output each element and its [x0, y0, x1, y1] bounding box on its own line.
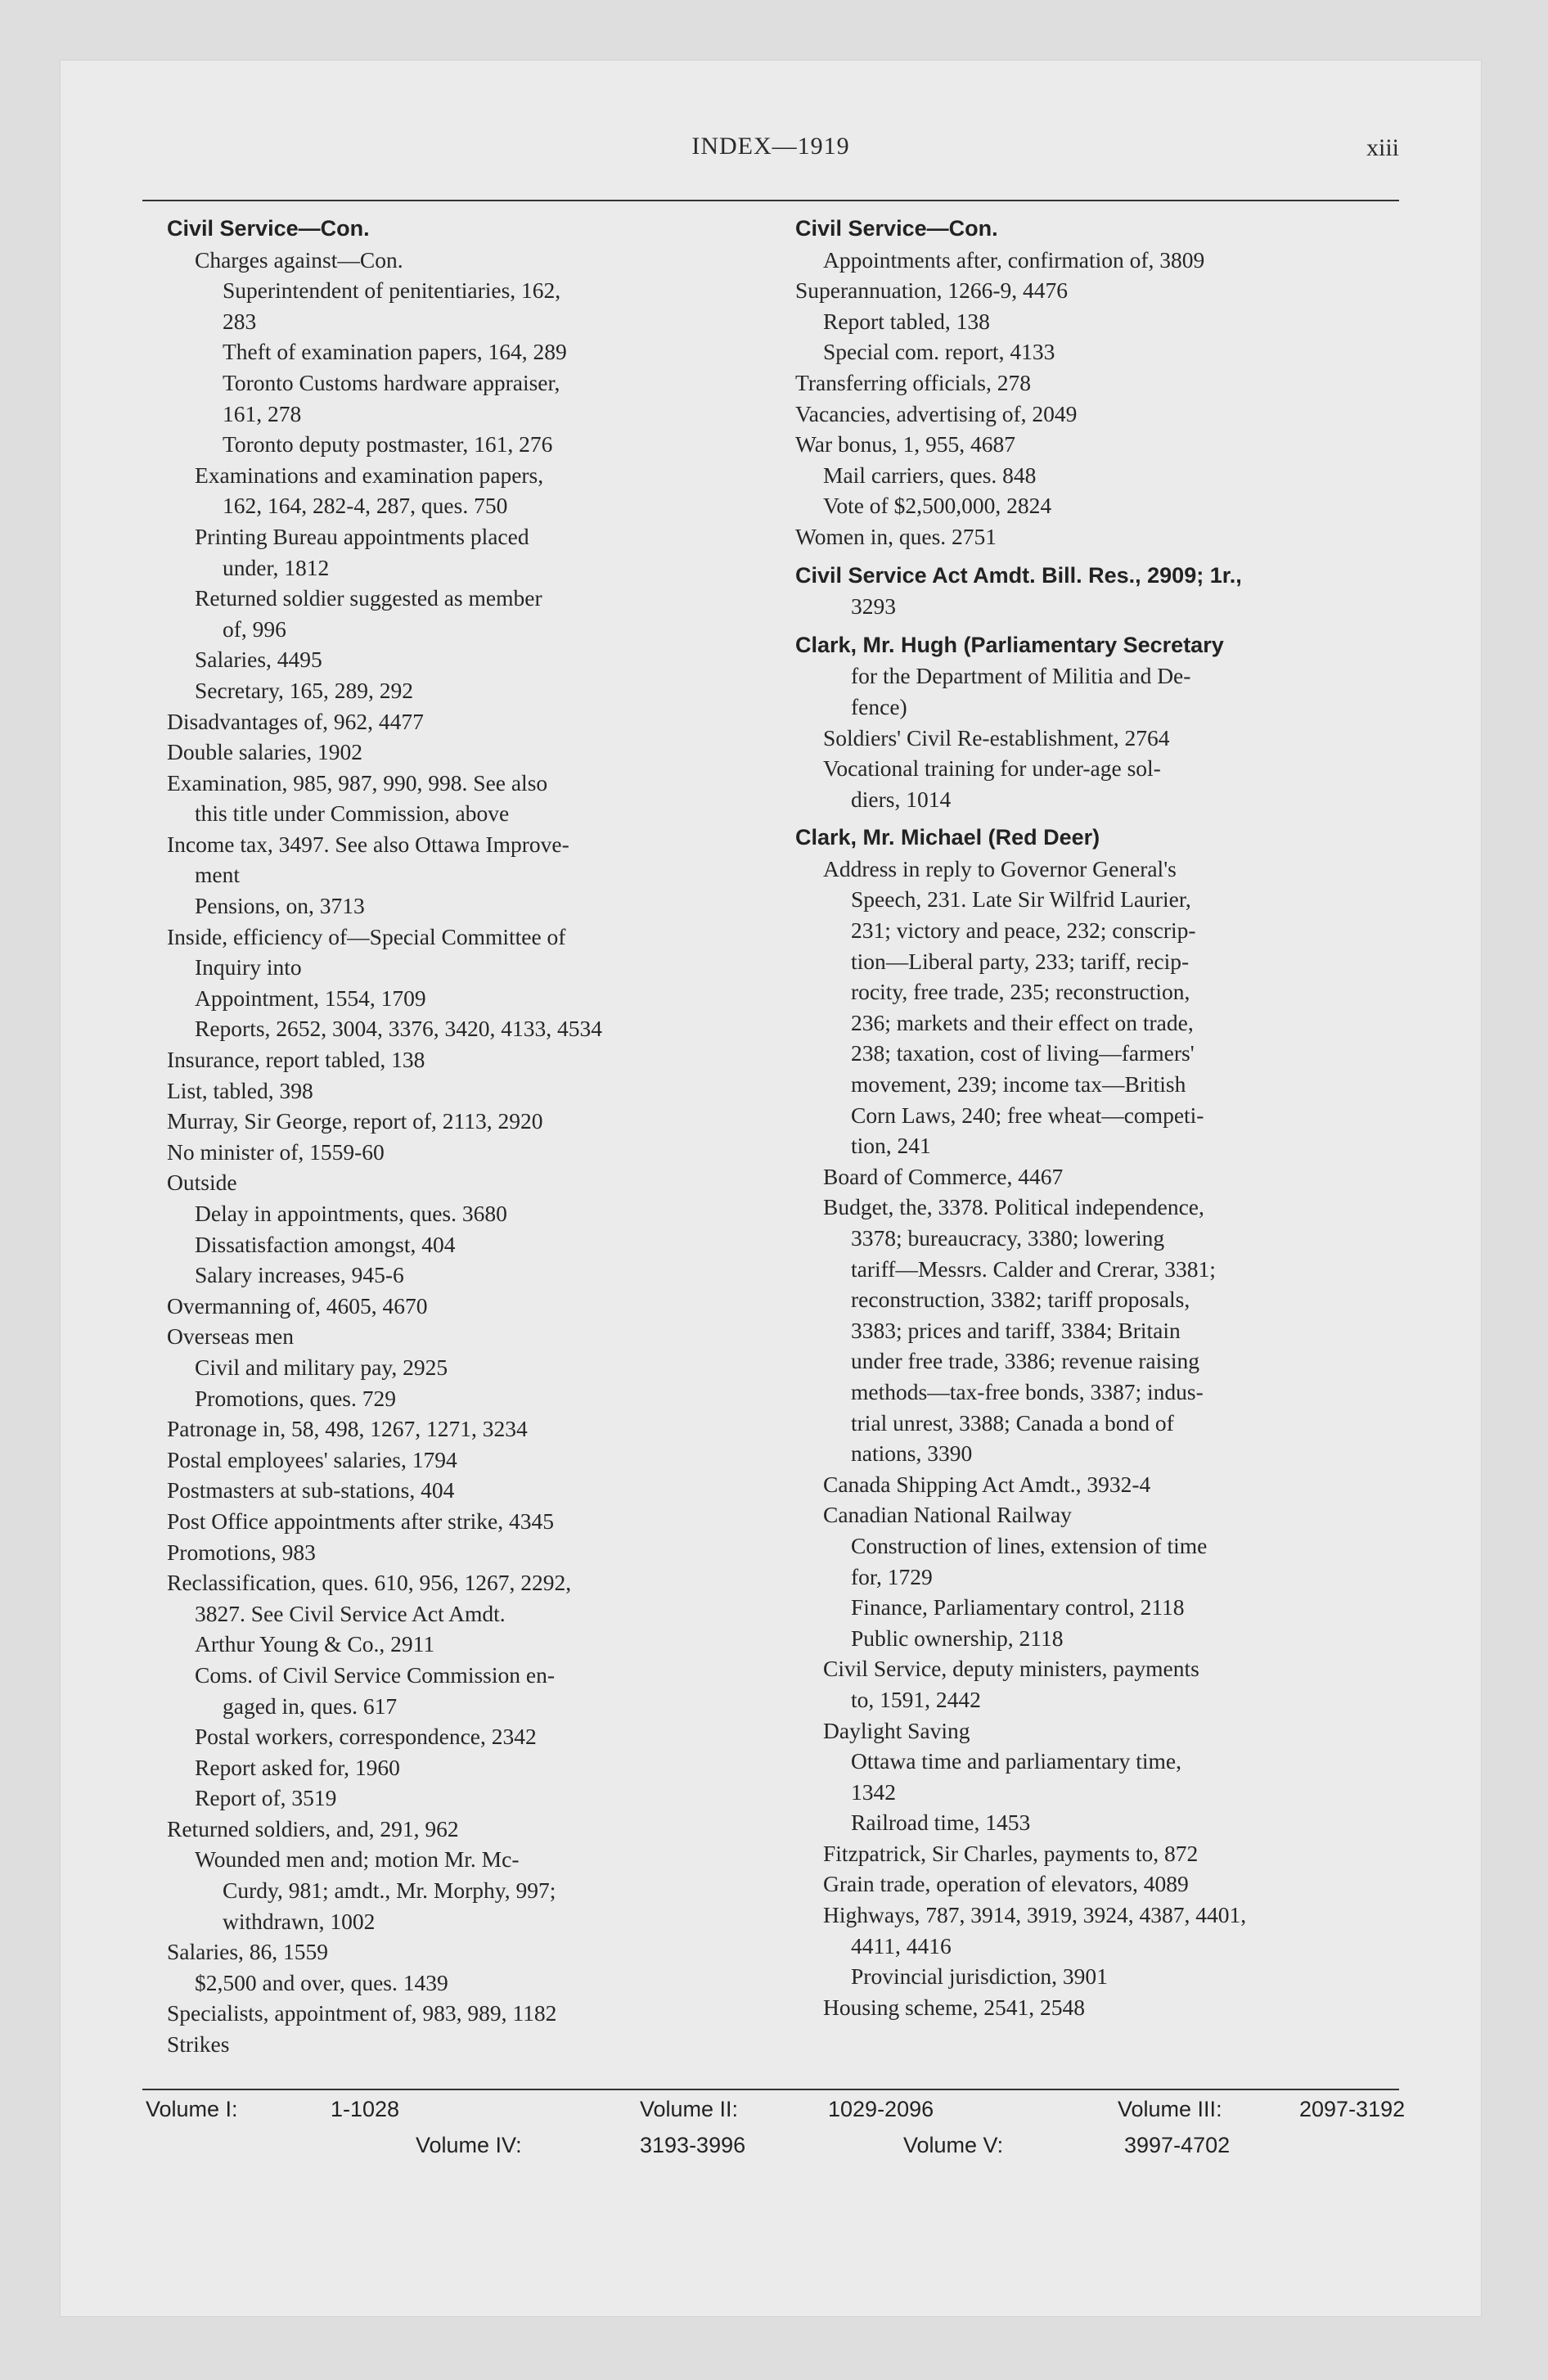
- index-entry: Toronto Customs hardware appraiser,: [223, 369, 560, 395]
- index-entry: withdrawn, 1002: [223, 1908, 376, 1934]
- index-entry: Daylight Saving: [823, 1717, 970, 1743]
- index-entry: Returned soldiers, and, 291, 962: [167, 1815, 459, 1841]
- index-entry: Mail carriers, ques. 848: [823, 462, 1037, 488]
- index-entry: fence): [851, 693, 907, 719]
- index-heading: Clark, Mr. Hugh (Parliamentary Secretary: [795, 632, 1224, 657]
- volume-range: 1029-2096: [828, 2097, 934, 2121]
- index-entry: Post Office appointments after strike, 4345: [167, 1508, 555, 1534]
- index-entry: Salaries, 86, 1559: [167, 1939, 329, 1965]
- index-entry: Reports, 2652, 3004, 3376, 3420, 4133, 4534: [195, 1016, 603, 1042]
- index-entry: tion, 241: [851, 1133, 931, 1159]
- index-entry: 283: [223, 308, 257, 334]
- index-heading: Civil Service—Con.: [795, 216, 998, 241]
- volume-range: 3997-4702: [1124, 2133, 1231, 2157]
- index-entry: Postal workers, correspondence, 2342: [195, 1724, 537, 1750]
- index-entry: $2,500 and over, ques. 1439: [195, 1969, 448, 1995]
- index-entry: Superintendent of penitentiaries, 162,: [223, 277, 561, 304]
- volume-label: Volume III:: [1118, 2097, 1222, 2121]
- index-heading: Clark, Mr. Michael (Red Deer): [795, 825, 1100, 850]
- index-entry: Examination, 985, 987, 990, 998. See also: [167, 769, 548, 796]
- index-entry: 3378; bureaucracy, 3380; lowering: [851, 1225, 1165, 1251]
- volume-range: 2097-3192: [1299, 2097, 1406, 2121]
- volume-row-1: [142, 2097, 1406, 2130]
- index-entry: Civil and military pay, 2925: [195, 1354, 448, 1380]
- index-entry: Postal employees' salaries, 1794: [167, 1446, 457, 1472]
- volume-range: 3193-3996: [640, 2133, 746, 2157]
- index-entry: Vacancies, advertising of, 2049: [795, 400, 1078, 426]
- index-page: [61, 61, 1481, 2316]
- index-entry: Fitzpatrick, Sir Charles, payments to, 872: [823, 1840, 1199, 1866]
- index-entry: tariff—Messrs. Calder and Crerar, 3381;: [851, 1255, 1216, 1282]
- index-entry: Printing Bureau appointments placed: [195, 523, 529, 549]
- index-entry: Double salaries, 1902: [167, 739, 363, 765]
- index-entry: nations, 3390: [851, 1440, 973, 1467]
- index-entry: Arthur Young & Co., 2911: [195, 1631, 435, 1657]
- volume-label: Volume I:: [146, 2097, 238, 2121]
- index-entry: Overmanning of, 4605, 4670: [167, 1292, 428, 1318]
- index-heading: Civil Service Act Amdt. Bill. Res., 2909; 1r.,: [795, 562, 1242, 588]
- index-entry: Provincial jurisdiction, 3901: [851, 1963, 1108, 1990]
- index-entry: Construction of lines, extension of time: [851, 1532, 1208, 1558]
- volume-row-2: [142, 2133, 1399, 2166]
- page-number: xiii: [1366, 134, 1399, 161]
- volume-footer: [142, 2090, 1406, 2164]
- index-entry: Superannuation, 1266-9, 4476: [795, 277, 1069, 304]
- index-entry: Report tabled, 138: [823, 308, 990, 334]
- index-entry: Insurance, report tabled, 138: [167, 1047, 425, 1073]
- index-entry: 231; victory and peace, 232; conscrip-: [851, 917, 1196, 944]
- index-entry: under, 1812: [223, 554, 330, 580]
- index-entry: to, 1591, 2442: [851, 1686, 981, 1712]
- index-entry: Strikes: [167, 2031, 230, 2058]
- index-entry: rocity, free trade, 235; reconstruction,: [851, 979, 1190, 1005]
- index-entry: 238; taxation, cost of living—farmers': [851, 1040, 1195, 1066]
- index-entry: reconstruction, 3382; tariff proposals,: [851, 1287, 1190, 1313]
- index-entry: Housing scheme, 2541, 2548: [823, 1994, 1086, 2020]
- index-entry: 162, 164, 282-4, 287, ques. 750: [223, 493, 508, 519]
- index-entry: Disadvantages of, 962, 4477: [167, 708, 424, 734]
- index-entry: Postmasters at sub-stations, 404: [167, 1477, 455, 1503]
- index-entry: Report of, 3519: [195, 1785, 337, 1811]
- index-entry: Income tax, 3497. See also Ottawa Improve-: [167, 831, 569, 857]
- index-entry: Civil Service, deputy ministers, payments: [823, 1656, 1199, 1682]
- index-entry: List, tabled, 398: [167, 1077, 313, 1103]
- volume-range: 1-1028: [331, 2097, 400, 2121]
- index-entry: Toronto deputy postmaster, 161, 276: [223, 431, 553, 458]
- index-entry: Women in, ques. 2751: [795, 523, 997, 549]
- index-entry: Specialists, appointment of, 983, 989, 1182: [167, 2000, 557, 2026]
- index-entry: ment: [195, 862, 240, 888]
- page-title: INDEX—1919: [691, 133, 850, 160]
- index-entry: Highways, 787, 3914, 3919, 3924, 4387, 4401,: [823, 1902, 1247, 1928]
- right-index-column: [795, 214, 1401, 2022]
- index-entry: Pensions, on, 3713: [195, 893, 365, 919]
- volume-label: Volume IV:: [416, 2133, 522, 2157]
- index-entry: No minister of, 1559-60: [167, 1138, 385, 1165]
- index-entry: Public ownership, 2118: [851, 1625, 1064, 1651]
- index-entry: this title under Commission, above: [195, 800, 510, 827]
- index-entry: Promotions, 983: [167, 1539, 316, 1565]
- index-entry: Address in reply to Governor General's: [823, 855, 1177, 881]
- index-entry: Speech, 231. Late Sir Wilfrid Laurier,: [851, 886, 1191, 913]
- index-entry: Canada Shipping Act Amdt., 3932-4: [823, 1471, 1151, 1497]
- index-entry: 3383; prices and tariff, 3384; Britain: [851, 1317, 1181, 1343]
- index-entry: Murray, Sir George, report of, 2113, 2920: [167, 1108, 543, 1134]
- volume-label: Volume II:: [640, 2097, 739, 2121]
- index-entry: Railroad time, 1453: [851, 1810, 1031, 1836]
- volume-label: Volume V:: [903, 2133, 1004, 2157]
- index-entry: Inquiry into: [195, 954, 302, 980]
- index-entry: Overseas men: [167, 1323, 295, 1350]
- index-entry: Budget, the, 3378. Political independence,: [823, 1194, 1204, 1220]
- index-entry: Appointment, 1554, 1709: [195, 985, 426, 1011]
- left-index-column: [167, 214, 772, 2060]
- index-entry: Reclassification, ques. 610, 956, 1267, 2292,: [167, 1570, 572, 1596]
- index-entry: of, 996: [223, 615, 286, 642]
- index-entry: movement, 239; income tax—British: [851, 1071, 1186, 1098]
- index-entry: 4411, 4416: [851, 1932, 952, 1959]
- index-entry: Report asked for, 1960: [195, 1754, 400, 1780]
- index-entry: Charges against—Con.: [195, 246, 403, 273]
- index-entry: Examinations and examination papers,: [195, 462, 544, 488]
- page-header: [142, 124, 1399, 174]
- index-entry: Wounded men and; motion Mr. Mc-: [195, 1846, 520, 1873]
- index-entry: Outside: [167, 1170, 237, 1196]
- index-entry: Theft of examination papers, 164, 289: [223, 339, 567, 365]
- index-entry: Finance, Parliamentary control, 2118: [851, 1594, 1185, 1620]
- index-entry: 3293: [851, 593, 896, 620]
- index-entry: Transferring officials, 278: [795, 369, 1031, 395]
- index-entry: Appointments after, confirmation of, 3809: [823, 246, 1205, 273]
- index-entry: for, 1729: [851, 1563, 933, 1589]
- index-entry: diers, 1014: [851, 786, 952, 812]
- index-entry: Soldiers' Civil Re-establishment, 2764: [823, 724, 1170, 751]
- index-entry: for the Department of Militia and De-: [851, 663, 1191, 689]
- index-entry: gaged in, ques. 617: [223, 1693, 398, 1719]
- index-entry: Curdy, 981; amdt., Mr. Morphy, 997;: [223, 1877, 556, 1904]
- index-entry: 3827. See Civil Service Act Amdt.: [195, 1600, 506, 1626]
- index-entry: Vote of $2,500,000, 2824: [823, 493, 1052, 519]
- header-rule: [142, 200, 1399, 201]
- index-heading: Civil Service—Con.: [167, 216, 370, 241]
- index-entry: Board of Commerce, 4467: [823, 1163, 1064, 1189]
- index-entry: Grain trade, operation of elevators, 4089: [823, 1871, 1189, 1897]
- index-entry: Ottawa time and parliamentary time,: [851, 1748, 1181, 1774]
- index-entry: Returned soldier suggested as member: [195, 585, 542, 611]
- index-entry: Promotions, ques. 729: [195, 1385, 396, 1411]
- index-entry: Vocational training for under-age sol-: [823, 755, 1161, 782]
- index-entry: Canadian National Railway: [823, 1502, 1072, 1528]
- index-entry: Special com. report, 4133: [823, 339, 1055, 365]
- index-entry: 1342: [851, 1778, 896, 1805]
- index-entry: Delay in appointments, ques. 3680: [195, 1201, 507, 1226]
- index-entry: Secretary, 165, 289, 292: [195, 677, 414, 703]
- index-entry: Dissatisfaction amongst, 404: [195, 1231, 456, 1257]
- index-entry: tion—Liberal party, 233; tariff, recip-: [851, 948, 1190, 974]
- index-entry: methods—tax-free bonds, 3387; indus-: [851, 1378, 1204, 1404]
- index-entry: Salaries, 4495: [195, 647, 322, 673]
- index-entry: Patronage in, 58, 498, 1267, 1271, 3234: [167, 1416, 528, 1442]
- index-entry: Salary increases, 945-6: [195, 1262, 404, 1288]
- index-entry: 161, 278: [223, 400, 302, 426]
- index-entry: trial unrest, 3388; Canada a bond of: [851, 1409, 1174, 1436]
- index-entry: under free trade, 3386; revenue raising: [851, 1348, 1200, 1374]
- index-entry: 236; markets and their effect on trade,: [851, 1009, 1194, 1035]
- index-entry: Corn Laws, 240; free wheat—competi-: [851, 1102, 1204, 1128]
- index-entry: Inside, efficiency of—Special Committee of: [167, 923, 566, 949]
- index-entry: War bonus, 1, 955, 4687: [795, 431, 1015, 458]
- index-entry: Coms. of Civil Service Commission en-: [195, 1661, 555, 1688]
